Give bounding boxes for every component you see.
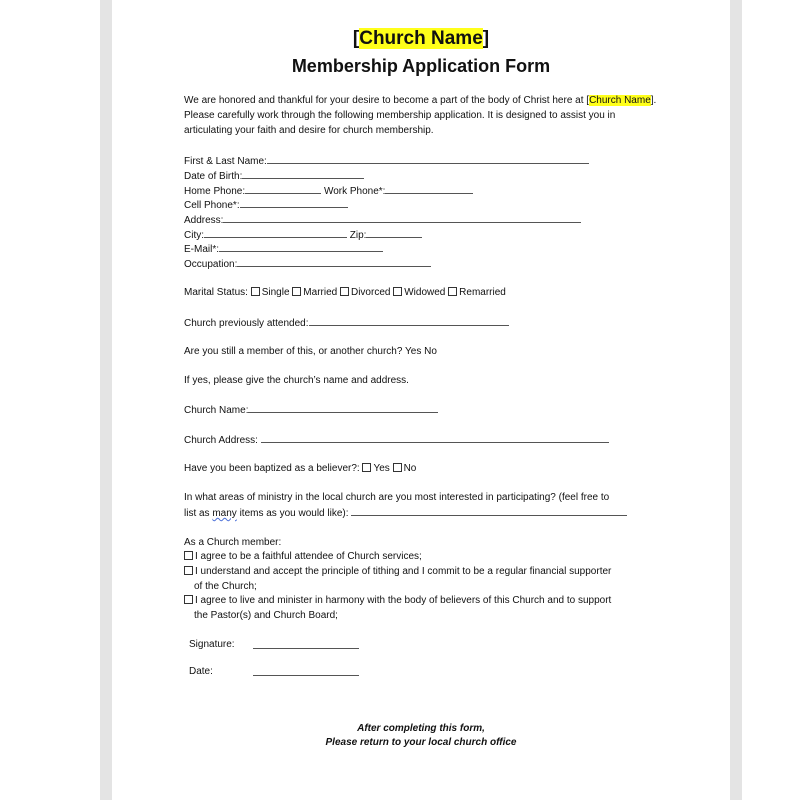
- ministry-question: In what areas of ministry in the local church are you most interested in participating? (feel free to: [184, 492, 610, 503]
- full-name-field[interactable]: First & Last Name:: [184, 154, 589, 168]
- commitment-1: I agree to be a faithful attendee of Church services;: [184, 550, 422, 563]
- date-label: Date:: [189, 666, 213, 677]
- full-name-line[interactable]: [267, 154, 589, 164]
- church-name-line[interactable]: [248, 403, 438, 413]
- previous-church-field[interactable]: Church previously attended:: [184, 316, 509, 330]
- commitment-3-continued: the Pastor(s) and Church Board;: [194, 610, 338, 621]
- still-member-question: Are you still a member of this, or another church? Yes No: [184, 346, 437, 357]
- footer-line-1: After completing this form,: [357, 723, 485, 734]
- remarried-checkbox[interactable]: [448, 287, 457, 296]
- email-line[interactable]: [219, 242, 383, 252]
- commitment-2-checkbox[interactable]: [184, 566, 193, 575]
- commitment-3-checkbox[interactable]: [184, 595, 193, 604]
- divorced-checkbox[interactable]: [340, 287, 349, 296]
- ministry-line[interactable]: [351, 506, 627, 516]
- commitment-1-checkbox[interactable]: [184, 551, 193, 560]
- baptized-yes-checkbox[interactable]: [362, 463, 371, 472]
- intro-paragraph: We are honored and thankful for your desire to become a part of the body of Christ here at [Church Name]. Please carefully work through the following membership application. It is designed to assist you in articulating your faith and desire for church membership.: [184, 95, 657, 136]
- commitment-2: I understand and accept the principle of tithing and I commit to be a regular financial supporter: [184, 565, 611, 578]
- church-name-field[interactable]: Church Name:: [184, 403, 438, 417]
- occupation-field[interactable]: Occupation:: [184, 257, 431, 271]
- church-address-line[interactable]: [261, 433, 609, 443]
- if-yes-instruction: If yes, please give the church’s name and address.: [184, 375, 409, 386]
- date-line[interactable]: [253, 666, 359, 676]
- city-zip-fields[interactable]: City: Zip:: [184, 228, 422, 242]
- signature-line[interactable]: [253, 639, 359, 649]
- commitment-3: I agree to live and minister in harmony with the body of believers of this Church and to support: [184, 594, 611, 607]
- cell-phone-field[interactable]: Cell Phone*:: [184, 198, 348, 212]
- zip-line[interactable]: [366, 228, 422, 238]
- signature-label: Signature:: [189, 639, 235, 650]
- page-gutter-right: [730, 0, 742, 800]
- city-line[interactable]: [204, 228, 347, 238]
- address-field[interactable]: Address:: [184, 213, 581, 227]
- baptized-question: Have you been baptized as a believer?: Yes No: [184, 463, 417, 474]
- home-phone-line[interactable]: [245, 184, 321, 194]
- cell-phone-line[interactable]: [240, 198, 348, 208]
- church-name-highlight: Church Name: [359, 28, 483, 49]
- single-checkbox[interactable]: [251, 287, 260, 296]
- widowed-checkbox[interactable]: [393, 287, 402, 296]
- email-field[interactable]: E-Mail*:: [184, 242, 383, 256]
- address-line[interactable]: [223, 213, 581, 223]
- church-address-field[interactable]: Church Address:: [184, 433, 609, 447]
- spellcheck-word: many: [212, 508, 237, 519]
- marital-status: Marital Status: Single Married Divorced Widowed Remarried: [184, 287, 506, 298]
- work-phone-line[interactable]: [385, 184, 473, 194]
- footer-line-2: Please return to your local church office: [325, 737, 517, 748]
- baptized-no-checkbox[interactable]: [393, 463, 402, 472]
- dob-field[interactable]: Date of Birth:: [184, 169, 364, 183]
- phone-fields[interactable]: Home Phone: Work Phone*:: [184, 184, 473, 198]
- document-page: [112, 0, 730, 800]
- church-name-title: [Church Name]: [352, 28, 490, 49]
- form-title: Membership Application Form: [291, 56, 551, 76]
- occupation-line[interactable]: [237, 257, 431, 267]
- married-checkbox[interactable]: [292, 287, 301, 296]
- page-gutter-left: [100, 0, 112, 800]
- ministry-field[interactable]: list as many items as you would like):: [184, 506, 627, 520]
- previous-church-line[interactable]: [309, 316, 509, 326]
- commitment-2-continued: of the Church;: [194, 581, 257, 592]
- dob-line[interactable]: [242, 169, 364, 179]
- intro-church-name-highlight: Church Name: [589, 95, 651, 106]
- member-heading: As a Church member:: [184, 537, 282, 548]
